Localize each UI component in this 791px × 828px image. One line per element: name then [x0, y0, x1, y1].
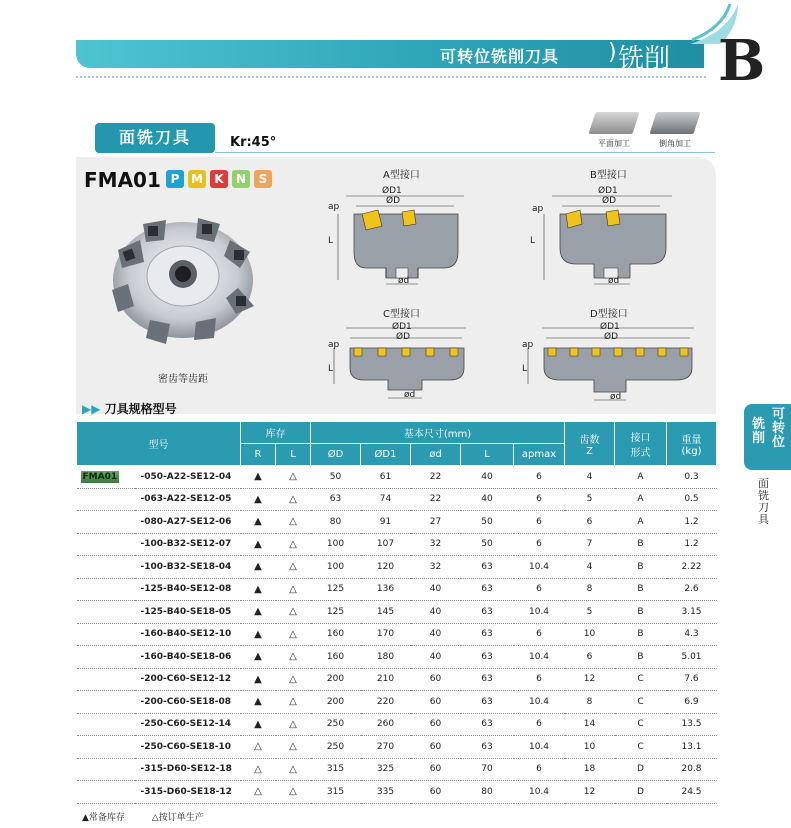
- table-row: [77, 511, 717, 534]
- cell-bore: 40: [411, 601, 461, 624]
- dim-bore-b: ød: [608, 276, 620, 286]
- row-prefix: [77, 601, 135, 624]
- th-stock-r: R: [241, 444, 276, 466]
- spec-table: [76, 421, 717, 804]
- row-prefix: [77, 623, 135, 646]
- cell-kg: 2.22: [667, 556, 717, 579]
- cell-d1: 170: [361, 623, 411, 646]
- cell-r: ▲: [241, 646, 276, 669]
- th-stock-l: L: [276, 444, 311, 466]
- cell-d1: 91: [361, 511, 411, 534]
- th-interface: 接口 形式: [615, 422, 667, 466]
- model-prefix-tag: FMA01: [82, 471, 118, 482]
- cell-kg: 0.5: [667, 488, 717, 511]
- cell-l: △: [276, 623, 311, 646]
- cell-d: 63: [311, 488, 361, 511]
- cell-kg: 5.01: [667, 646, 717, 669]
- row-prefix: [77, 758, 135, 781]
- table-row: [77, 488, 717, 511]
- cell-iface: A: [615, 488, 667, 511]
- cell-z: 4: [565, 466, 615, 489]
- cell-bore: 60: [411, 713, 461, 736]
- cell-iface: C: [615, 736, 667, 759]
- cell-l: △: [276, 736, 311, 759]
- cell-d: 200: [311, 668, 361, 691]
- cell-iface: B: [615, 601, 667, 624]
- cell-iface: D: [615, 781, 667, 804]
- table-row: [77, 668, 717, 691]
- cell-kg: 24.5: [667, 781, 717, 804]
- approach-angle: Kr:45°: [230, 135, 277, 150]
- cell-d1: 220: [361, 691, 411, 714]
- cell-bore: 40: [411, 646, 461, 669]
- dim-d1-a: ØD1: [382, 186, 402, 196]
- cell-r: ▲: [241, 533, 276, 556]
- header-separator: ): [608, 40, 617, 65]
- cell-bore: 40: [411, 623, 461, 646]
- cell-d1: 74: [361, 488, 411, 511]
- dim-d1-c: ØD1: [392, 322, 412, 332]
- cell-bore: 60: [411, 691, 461, 714]
- table-row: [77, 578, 717, 601]
- row-prefix: [77, 691, 135, 714]
- machining-face-milling: [592, 112, 636, 149]
- dim-ap-b: ap: [532, 204, 544, 214]
- model-code: -200-C60-SE12-12: [135, 668, 241, 691]
- row-prefix: [77, 466, 135, 489]
- cell-d: 80: [311, 511, 361, 534]
- cell-z: 8: [565, 691, 615, 714]
- cell-kg: 1.2: [667, 511, 717, 534]
- row-prefix: [77, 488, 135, 511]
- cell-kg: 13.1: [667, 736, 717, 759]
- cell-d: 125: [311, 578, 361, 601]
- cell-d: 160: [311, 646, 361, 669]
- cell-z: 6: [565, 646, 615, 669]
- cell-ap: 6: [514, 578, 565, 601]
- cell-ap: 10.4: [514, 646, 565, 669]
- cell-z: 12: [565, 781, 615, 804]
- face-milling-icon: [588, 112, 639, 134]
- dim-l-a: L: [328, 236, 334, 246]
- cell-l: △: [276, 601, 311, 624]
- cell-len: 63: [461, 623, 514, 646]
- cell-r: △: [241, 781, 276, 804]
- th-d: ØD: [311, 444, 361, 466]
- th-weight: 重量 (kg): [667, 422, 717, 466]
- cell-iface: B: [615, 623, 667, 646]
- model-code: -315-D60-SE12-18: [135, 758, 241, 781]
- cell-kg: 7.6: [667, 668, 717, 691]
- cell-ap: 6: [514, 488, 565, 511]
- cell-ap: 6: [514, 623, 565, 646]
- cell-iface: B: [615, 533, 667, 556]
- row-prefix: [77, 556, 135, 579]
- th-len: L: [461, 444, 514, 466]
- interface-a-label: A型接口: [383, 170, 420, 181]
- cell-iface: C: [615, 713, 667, 736]
- model-code: -125-B40-SE12-08: [135, 578, 241, 601]
- model-code: -080-A27-SE12-06: [135, 511, 241, 534]
- header-divider: [76, 76, 706, 78]
- legend: [82, 810, 228, 823]
- cell-z: 18: [565, 758, 615, 781]
- cell-kg: 0.3: [667, 466, 717, 489]
- cell-iface: B: [615, 578, 667, 601]
- cell-len: 63: [461, 556, 514, 579]
- table-row: [77, 623, 717, 646]
- th-bore: ød: [411, 444, 461, 466]
- model-code: -315-D60-SE18-12: [135, 781, 241, 804]
- cell-ap: 6: [514, 668, 565, 691]
- model-code: -050-A22-SE12-04: [135, 466, 241, 489]
- grade-badge-n: N: [232, 170, 250, 188]
- cell-bore: 60: [411, 736, 461, 759]
- cell-l: △: [276, 668, 311, 691]
- model-code: -200-C60-SE18-08: [135, 691, 241, 714]
- cell-len: 70: [461, 758, 514, 781]
- cell-len: 63: [461, 578, 514, 601]
- dim-l-d: L: [522, 364, 528, 374]
- cell-d1: 136: [361, 578, 411, 601]
- dim-d-b: ØD: [602, 196, 617, 206]
- cell-iface: C: [615, 691, 667, 714]
- model-code: -125-B40-SE18-05: [135, 601, 241, 624]
- model-code: -063-A22-SE12-05: [135, 488, 241, 511]
- cell-bore: 32: [411, 556, 461, 579]
- cell-iface: B: [615, 556, 667, 579]
- cell-z: 10: [565, 623, 615, 646]
- model-code: -250-C60-SE12-14: [135, 713, 241, 736]
- cell-d: 50: [311, 466, 361, 489]
- cell-kg: 20.8: [667, 758, 717, 781]
- cell-ap: 10.4: [514, 781, 565, 804]
- cell-len: 63: [461, 713, 514, 736]
- cell-bore: 22: [411, 466, 461, 489]
- row-prefix: [77, 578, 135, 601]
- cell-l: △: [276, 691, 311, 714]
- row-prefix: [77, 533, 135, 556]
- cell-d: 315: [311, 781, 361, 804]
- cell-l: △: [276, 556, 311, 579]
- cell-ap: 6: [514, 758, 565, 781]
- grade-badge-m: M: [188, 170, 206, 188]
- cell-l: △: [276, 511, 311, 534]
- table-row: [77, 736, 717, 759]
- cell-len: 40: [461, 488, 514, 511]
- cell-bore: 27: [411, 511, 461, 534]
- cell-l: △: [276, 488, 311, 511]
- cell-r: ▲: [241, 556, 276, 579]
- legend-stock: ▲常备库存: [82, 813, 125, 823]
- header-subtitle: 铣削: [618, 44, 671, 74]
- side-category-text: 面铣刀具: [758, 477, 769, 526]
- chamfer-icon: [649, 112, 700, 134]
- row-prefix: [77, 736, 135, 759]
- row-prefix: [77, 668, 135, 691]
- section-underline: [215, 152, 715, 153]
- cell-r: ▲: [241, 511, 276, 534]
- cell-l: △: [276, 646, 311, 669]
- dim-l-b: L: [530, 236, 536, 246]
- cell-ap: 10.4: [514, 556, 565, 579]
- cell-r: ▲: [241, 713, 276, 736]
- cell-ap: 6: [514, 511, 565, 534]
- table-row: [77, 601, 717, 624]
- table-row: [77, 781, 717, 804]
- table-header-row-1: [77, 422, 717, 444]
- cell-d: 250: [311, 713, 361, 736]
- cell-kg: 1.2: [667, 533, 717, 556]
- cell-d: 125: [311, 601, 361, 624]
- model-code: -250-C60-SE18-10: [135, 736, 241, 759]
- machining-chamfer: [653, 112, 697, 149]
- row-prefix: [77, 646, 135, 669]
- cell-l: △: [276, 713, 311, 736]
- table-row: [77, 466, 717, 489]
- cell-l: △: [276, 578, 311, 601]
- section-title: 面铣刀具: [95, 123, 215, 153]
- cell-iface: A: [615, 511, 667, 534]
- cell-ap: 6: [514, 713, 565, 736]
- cell-d1: 270: [361, 736, 411, 759]
- cell-z: 6: [565, 511, 615, 534]
- row-prefix: [77, 511, 135, 534]
- cell-z: 7: [565, 533, 615, 556]
- th-ap: apmax: [514, 444, 565, 466]
- cell-l: △: [276, 781, 311, 804]
- cell-len: 63: [461, 646, 514, 669]
- milling-cutter-image: [98, 210, 268, 360]
- cell-kg: 2.6: [667, 578, 717, 601]
- cell-r: ▲: [241, 488, 276, 511]
- cell-kg: 6.9: [667, 691, 717, 714]
- table-row: [77, 533, 717, 556]
- table-row: [77, 646, 717, 669]
- cell-l: △: [276, 758, 311, 781]
- cell-r: ▲: [241, 691, 276, 714]
- cell-d1: 61: [361, 466, 411, 489]
- table-row: [77, 758, 717, 781]
- cell-d1: 335: [361, 781, 411, 804]
- model-title: FMA01: [84, 168, 161, 192]
- cell-bore: 60: [411, 758, 461, 781]
- interface-d-label: D型接口: [590, 309, 628, 320]
- cell-bore: 32: [411, 533, 461, 556]
- dim-ap-a: ap: [328, 202, 340, 212]
- side-tab[interactable]: [744, 404, 791, 470]
- cell-r: ▲: [241, 466, 276, 489]
- cell-len: 63: [461, 691, 514, 714]
- cell-ap: 6: [514, 533, 565, 556]
- th-basic: 基本尺寸(mm): [311, 422, 565, 444]
- grade-badge-s: S: [254, 170, 272, 188]
- cell-d: 200: [311, 691, 361, 714]
- dim-bore-d: ød: [610, 392, 622, 402]
- model-code: -100-B32-SE18-04: [135, 556, 241, 579]
- cell-iface: D: [615, 758, 667, 781]
- dim-ap-c: ap: [328, 340, 340, 350]
- model-code: -100-B32-SE12-07: [135, 533, 241, 556]
- cell-iface: C: [615, 668, 667, 691]
- cell-d1: 260: [361, 713, 411, 736]
- row-prefix: [77, 713, 135, 736]
- cell-d1: 107: [361, 533, 411, 556]
- grade-badge-k: K: [210, 170, 228, 188]
- th-model: 型号: [77, 422, 241, 466]
- table-row: [77, 556, 717, 579]
- interface-b-label: B型接口: [590, 170, 627, 181]
- cell-z: 4: [565, 556, 615, 579]
- th-d1: ØD1: [361, 444, 411, 466]
- cell-bore: 60: [411, 781, 461, 804]
- cell-bore: 60: [411, 668, 461, 691]
- cell-ap: 10.4: [514, 601, 565, 624]
- section-letter: B: [718, 28, 766, 94]
- dim-d1-d: ØD1: [600, 322, 620, 332]
- spec-title: [82, 400, 177, 417]
- cell-z: 10: [565, 736, 615, 759]
- cell-d1: 180: [361, 646, 411, 669]
- row-prefix: [77, 781, 135, 804]
- cell-kg: 4.3: [667, 623, 717, 646]
- cell-bore: 40: [411, 578, 461, 601]
- cell-kg: 3.15: [667, 601, 717, 624]
- dim-d-a: ØD: [386, 196, 401, 206]
- model-code: -160-B40-SE18-06: [135, 646, 241, 669]
- cell-kg: 13.5: [667, 713, 717, 736]
- dim-bore-a: ød: [398, 276, 410, 286]
- double-arrow-icon: ▶▶: [82, 402, 101, 416]
- cell-d1: 120: [361, 556, 411, 579]
- dim-d-d: ØD: [604, 332, 619, 342]
- th-teeth: 齿数 Z: [565, 422, 615, 466]
- model-code: -160-B40-SE12-10: [135, 623, 241, 646]
- dim-l-c: L: [328, 364, 334, 374]
- interface-c-label: C型接口: [383, 309, 420, 320]
- tool-caption: 密齿等齿距: [158, 374, 208, 385]
- cell-z: 14: [565, 713, 615, 736]
- cell-ap: 10.4: [514, 736, 565, 759]
- side-tab-indexable: 可转位: [772, 407, 786, 450]
- cell-z: 12: [565, 668, 615, 691]
- cell-len: 80: [461, 781, 514, 804]
- cell-r: ▲: [241, 623, 276, 646]
- side-tab-milling: 铣削: [752, 417, 766, 446]
- cell-len: 50: [461, 533, 514, 556]
- cell-z: 5: [565, 488, 615, 511]
- cell-len: 63: [461, 668, 514, 691]
- cell-l: △: [276, 533, 311, 556]
- cell-r: ▲: [241, 578, 276, 601]
- cell-ap: 6: [514, 466, 565, 489]
- cell-len: 50: [461, 511, 514, 534]
- cell-ap: 10.4: [514, 691, 565, 714]
- header-title: 可转位铣削刀具: [440, 47, 560, 66]
- cell-d: 315: [311, 758, 361, 781]
- cell-z: 8: [565, 578, 615, 601]
- machining-label: 平面加工: [598, 139, 630, 148]
- dim-d1-b: ØD1: [598, 186, 618, 196]
- dim-ap-d: ap: [522, 340, 534, 350]
- cell-d1: 145: [361, 601, 411, 624]
- cell-d: 250: [311, 736, 361, 759]
- dim-d-c: ØD: [396, 332, 411, 342]
- cell-r: ▲: [241, 668, 276, 691]
- machining-label: 倒角加工: [659, 139, 691, 148]
- cell-len: 40: [461, 466, 514, 489]
- dim-bore-c: ød: [404, 390, 416, 400]
- cell-iface: B: [615, 646, 667, 669]
- cell-d: 100: [311, 556, 361, 579]
- table-row: [77, 691, 717, 714]
- cell-d1: 325: [361, 758, 411, 781]
- cell-r: △: [241, 736, 276, 759]
- cell-l: △: [276, 466, 311, 489]
- legend-order: △按订单生产: [151, 813, 204, 823]
- cell-d: 160: [311, 623, 361, 646]
- cell-len: 63: [461, 601, 514, 624]
- cell-len: 63: [461, 736, 514, 759]
- th-stock: 库存: [241, 422, 311, 444]
- cell-r: ▲: [241, 601, 276, 624]
- cell-bore: 22: [411, 488, 461, 511]
- grade-badge-p: P: [166, 170, 184, 188]
- cell-z: 5: [565, 601, 615, 624]
- table-row: [77, 713, 717, 736]
- cell-d1: 210: [361, 668, 411, 691]
- cell-iface: A: [615, 466, 667, 489]
- cell-r: △: [241, 758, 276, 781]
- cell-d: 100: [311, 533, 361, 556]
- spec-title-text: 刀具规格型号: [104, 402, 177, 416]
